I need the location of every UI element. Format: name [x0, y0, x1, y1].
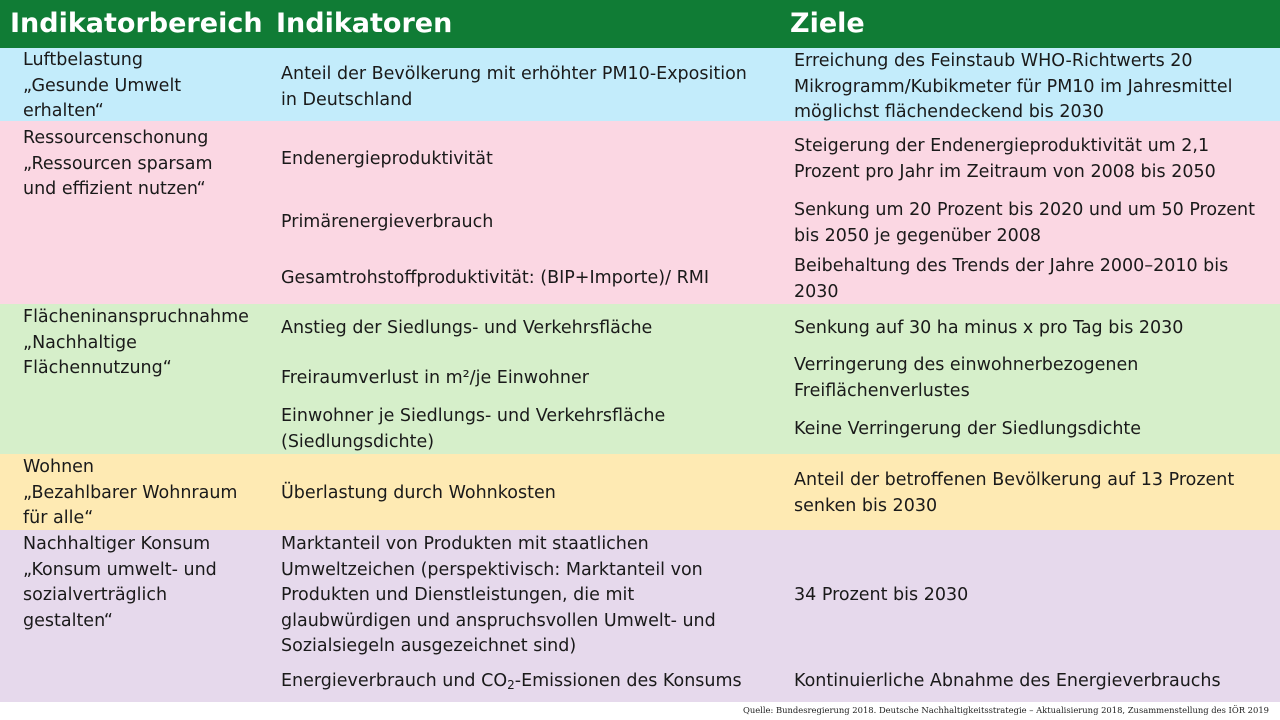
text-line: Erreichung des Feinstaub WHO-Richtwerts 20 [794, 51, 1193, 71]
text-line: Flächeninanspruchnahme [23, 307, 249, 327]
indicator-wohnkosten [281, 481, 556, 507]
co2-subscript: 2 [507, 678, 515, 692]
header-indikatorbereich: Indikatorbereich [10, 8, 263, 39]
header-indikatoren: Indikatoren [276, 8, 453, 39]
goal-gesamtrohstoffproduktivitaet [794, 254, 1228, 305]
area-luftbelastung [23, 48, 181, 125]
text-line: Anstieg der Siedlungs- und Verkehrsfläche [281, 318, 653, 338]
area-wohnen [23, 455, 237, 532]
text-line: 34 Prozent bis 2030 [794, 585, 969, 605]
text-line: Marktanteil von Produkten mit staatlichen [281, 534, 649, 554]
text-line: Senkung auf 30 ha minus x pro Tag bis 2030 [794, 318, 1184, 338]
source-note: Quelle: Bundesregierung 2018. Deutsche Nachhaltigkeitsstrategie – Aktualisierung 2018, Zusammenstellung des IÖR 2019 [742, 705, 1269, 715]
text-line: Kontinuierliche Abnahme des Energieverbrauchs [794, 671, 1221, 691]
indicator-co2-text-rest: -Emissionen des Konsums [514, 671, 742, 691]
text-line: Einwohner je Siedlungs- und Verkehrsfläche [281, 406, 666, 426]
text-line: Anteil der Bevölkerung mit erhöhter PM10-Exposition [281, 64, 747, 84]
text-line: glaubwürdigen und anspruchsvollen Umwelt- und [281, 610, 716, 631]
text-line: bis 2050 je gegenüber 2008 [794, 225, 1042, 246]
text-line: „Konsum umwelt- und [23, 559, 217, 580]
text-line: Primärenergieverbrauch [281, 212, 494, 232]
text-line: „Bezahlbarer Wohnraum [23, 482, 238, 503]
goal-primaerenergieverbrauch [794, 198, 1255, 249]
text-line: „Ressourcen sparsam [23, 153, 213, 174]
text-line: Ressourcenschonung [23, 128, 209, 148]
text-line: Prozent pro Jahr im Zeitraum von 2008 bis 2050 [794, 161, 1216, 182]
text-line: für alle“ [23, 508, 94, 528]
goal-34-prozent [794, 583, 968, 609]
indicator-endenergieproduktivitaet [281, 147, 493, 173]
indicator-siedlungsdichte [281, 404, 665, 455]
text-line: Gesamtrohstoffproduktivität: (BIP+Importe)/ RMI [281, 268, 709, 288]
text-line: und effizient nutzen“ [23, 179, 206, 199]
text-line: gestalten“ [23, 610, 113, 631]
text-line: in Deutschland [281, 89, 413, 110]
text-line: Nachhaltiger Konsum [23, 534, 211, 554]
text-line: sozialverträglich [23, 585, 168, 605]
header-ziele: Ziele [790, 8, 865, 39]
indicator-freiraumverlust [281, 366, 589, 392]
indicator-pm10-exposition [281, 62, 747, 113]
goal-freiflaechenverluste [794, 353, 1138, 404]
text-line: Überlastung durch Wohnkosten [281, 483, 556, 503]
text-line: Senkung um 20 Prozent bis 2020 und um 50 Prozent [794, 200, 1255, 220]
goal-wohnkosten [794, 468, 1234, 519]
text-line: Endenergieproduktivität [281, 149, 493, 169]
text-line: möglichst flächendeckend bis 2030 [794, 102, 1104, 122]
text-line: Mikrogramm/Kubikmeter für PM10 im Jahresmittel [794, 76, 1233, 97]
text-line: „Gesunde Umwelt [23, 75, 182, 96]
goal-feinstaub [794, 49, 1233, 126]
text-line: 2030 [794, 281, 839, 302]
goal-energieverbrauch [794, 669, 1221, 695]
area-ressourcenschonung [23, 126, 213, 203]
text-line: Anteil der betroffenen Bevölkerung auf 13 Prozent [794, 470, 1235, 490]
text-line: Keine Verringerung der Siedlungsdichte [794, 419, 1142, 439]
text-line: Steigerung der Endenergieproduktivität um 2,1 [794, 136, 1210, 156]
text-line: Beibehaltung des Trends der Jahre 2000–2010 bis [794, 256, 1229, 276]
indicator-umweltzeichen [281, 532, 716, 660]
area-nachhaltiger-konsum [23, 532, 217, 634]
indicator-gesamtrohstoffproduktivitaet [281, 266, 709, 292]
text-line: senken bis 2030 [794, 495, 938, 516]
text-line: erhalten“ [23, 101, 104, 121]
text-line: Sozialsiegeln ausgezeichnet sind) [281, 636, 577, 656]
table-header [0, 0, 1280, 48]
text-line: Luftbelastung [23, 50, 143, 70]
goal-endenergieproduktivitaet [794, 134, 1216, 185]
text-line: Freiflächenverlustes [794, 380, 970, 401]
text-line: Flächennutzung“ [23, 358, 172, 378]
text-line: Produkten und Dienstleistungen, die mit [281, 585, 635, 605]
goal-siedlungsdichte [794, 417, 1141, 443]
text-line: „Nachhaltige [23, 332, 137, 353]
indicator-co2-text: Energieverbrauch und CO [281, 671, 508, 691]
text-line: Wohnen [23, 457, 95, 477]
indicator-primaerenergieverbrauch [281, 210, 493, 236]
goal-senkung-30ha [794, 316, 1183, 342]
text-line: Verringerung des einwohnerbezogenen [794, 355, 1139, 375]
area-flaecheninanspruchnahme [23, 305, 249, 382]
text-line: (Siedlungsdichte) [281, 431, 435, 452]
indicator-co2-konsum [281, 669, 742, 695]
indicator-siedlungs-verkehrsflaeche [281, 316, 652, 342]
text-line: Freiraumverlust in m²/je Einwohner [281, 368, 589, 388]
text-line: Umweltzeichen (perspektivisch: Marktanteil von [281, 559, 703, 580]
